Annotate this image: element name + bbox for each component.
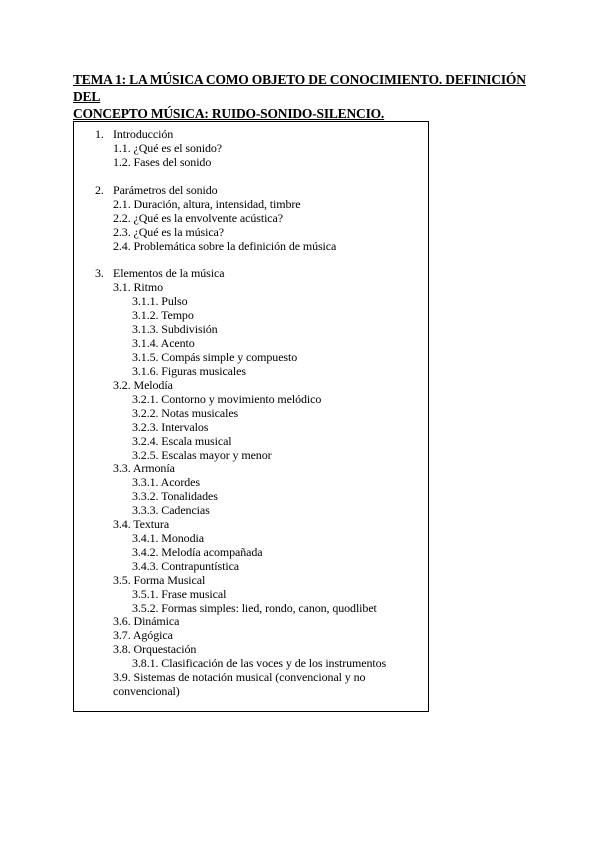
item-3-3: 3.3. Armonía (113, 461, 175, 475)
item-3-6: 3.6. Dinámica (113, 614, 180, 628)
item-3-8-1: 3.8.1. Clasificación de las voces y de los instrumentos (132, 656, 387, 670)
item-3-5-2: 3.5.2. Formas simples: lied, rondo, canon, quodlibet (132, 601, 377, 615)
item-3-5-1: 3.5.1. Frase musical (132, 587, 227, 601)
item-3-1-3: 3.1.3. Subdivisión (132, 322, 218, 336)
item-3-2-1: 3.2.1. Contorno y movimiento melódico (132, 392, 322, 406)
item-3-1-6: 3.1.6. Figuras musicales (132, 364, 246, 378)
item-3-3-3: 3.3.3. Cadencias (132, 503, 210, 517)
item-3-3-1: 3.3.1. Acordes (132, 475, 200, 489)
item-3-2-2: 3.2.2. Notas musicales (132, 406, 239, 420)
item-2-1: 2.1. Duración, altura, intensidad, timbre (113, 197, 301, 211)
item-3-2: 3.2. Melodía (113, 378, 173, 392)
item-1-1: 1.1. ¿Qué es el sonido? (113, 141, 223, 155)
item-3-1-2: 3.1.2. Tempo (132, 308, 194, 322)
item-3-8: 3.8. Orquestación (113, 642, 197, 656)
item-3-4-2: 3.4.2. Melodía acompañada (132, 545, 263, 559)
item-3-1-1: 3.1.1. Pulso (132, 294, 188, 308)
item-3-9-continued: convencional) (113, 684, 180, 698)
item-3-4-1: 3.4.1. Monodia (132, 531, 204, 545)
item-3-1-4: 3.1.4. Acento (132, 336, 195, 350)
section-2: 2. Parámetros del sonido (95, 183, 218, 197)
item-3-4: 3.4. Textura (113, 517, 170, 531)
section-1: 1. Introducción (95, 127, 174, 141)
item-3-1: 3.1. Ritmo (113, 280, 164, 294)
item-3-2-4: 3.2.4. Escala musical (132, 434, 232, 448)
item-3-9: 3.9. Sistemas de notación musical (convencional y no (113, 670, 366, 684)
item-2-2: 2.2. ¿Qué es la envolvente acústica? (113, 211, 283, 225)
item-2-3: 2.3. ¿Qué es la música? (113, 225, 224, 239)
item-3-1-5: 3.1.5. Compás simple y compuesto (132, 350, 298, 364)
item-3-7: 3.7. Agógica (113, 628, 173, 642)
item-3-4-3: 3.4.3. Contrapuntística (132, 559, 240, 573)
page-title (73, 71, 543, 122)
item-3-3-2: 3.3.2. Tonalidades (132, 489, 218, 503)
item-3-2-5: 3.2.5. Escalas mayor y menor (132, 448, 272, 462)
title-line-1: TEMA 1: LA MÚSICA COMO OBJETO DE CONOCIMIENTO. DEFINICIÓN DEL (73, 72, 526, 104)
title-line-2: CONCEPTO MÚSICA: RUIDO-SONIDO-SILENCIO. (73, 106, 385, 121)
item-1-2: 1.2. Fases del sonido (113, 155, 212, 169)
item-2-4: 2.4. Problemática sobre la definición de música (113, 239, 337, 253)
section-3: 3. Elementos de la música (95, 266, 225, 280)
item-3-5: 3.5. Forma Musical (113, 573, 206, 587)
item-3-2-3: 3.2.3. Intervalos (132, 420, 209, 434)
